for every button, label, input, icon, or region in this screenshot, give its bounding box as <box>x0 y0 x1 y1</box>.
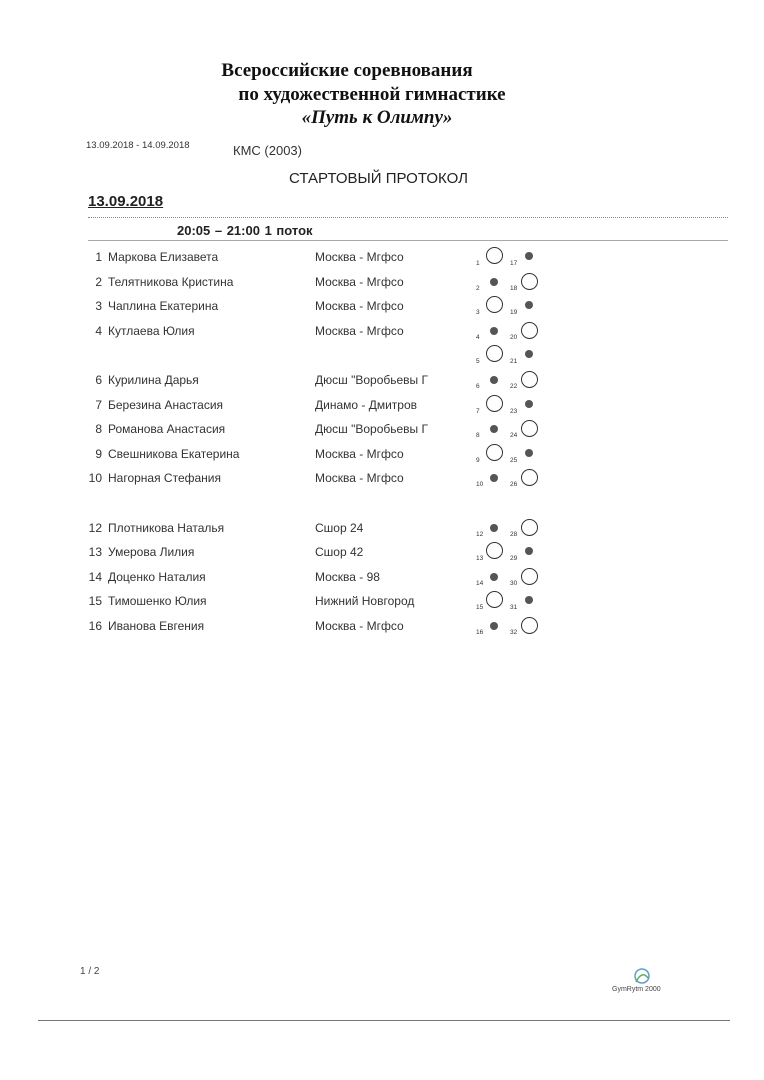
athlete-name: Телятникова Кристина <box>108 274 234 289</box>
start-number-first: 1 <box>476 260 480 267</box>
table-row <box>0 398 764 418</box>
athlete-number: 2 <box>95 274 102 289</box>
start-number-second: 17 <box>510 260 518 267</box>
title-line-3: «Путь к Олимпу» <box>301 107 453 128</box>
athlete-club: Москва - 98 <box>315 569 380 584</box>
athlete-name: Плотникова Наталья <box>108 520 225 535</box>
protocol-title: СТАРТОВЫЙ ПРОТОКОЛ <box>289 170 468 187</box>
athlete-name: Романова Анастасия <box>108 422 226 437</box>
filled-dot-marker <box>525 547 533 555</box>
filled-dot-marker <box>490 327 498 335</box>
start-number-first: 5 <box>476 358 480 366</box>
table-row <box>0 275 764 295</box>
start-number-first: 13 <box>476 555 484 563</box>
competition-day: 13.09.2018 <box>88 193 164 210</box>
start-number-second: 29 <box>510 555 518 563</box>
athlete-number: 10 <box>88 471 102 486</box>
table-row <box>0 324 764 344</box>
open-circle-marker <box>521 420 538 437</box>
open-circle-marker <box>521 322 538 339</box>
athlete-name: Маркова Елизавета <box>108 250 219 264</box>
athlete-number: 7 <box>95 397 102 412</box>
table-row <box>0 447 764 467</box>
start-number-first: 6 <box>476 383 480 390</box>
competition-dates: 13.09.2018 - 14.09.2018 <box>86 140 190 151</box>
open-circle-marker <box>486 542 503 559</box>
athlete-club: Дюсш "Воробьевы Г <box>315 422 429 437</box>
athlete-number: 6 <box>95 373 102 387</box>
open-circle-marker <box>486 296 503 313</box>
start-number-second: 32 <box>510 629 518 636</box>
athlete-name: Доценко Наталия <box>108 569 206 584</box>
filled-dot-marker <box>490 376 498 384</box>
athlete-club: Москва - Мгфсо <box>315 274 404 289</box>
athlete-number: 13 <box>88 545 102 560</box>
table-row <box>0 471 764 491</box>
open-circle-marker <box>486 444 503 461</box>
session-time: 20:05 – 21:00 1 поток <box>177 223 313 238</box>
table-row <box>0 422 764 442</box>
athlete-number: 14 <box>88 569 102 584</box>
table-row <box>0 545 764 565</box>
logo-text: GymRytm 2000 <box>612 986 661 993</box>
start-number-first: 14 <box>476 579 484 587</box>
athlete-club: Москва - Мгфсо <box>315 471 404 486</box>
athlete-name: Курилина Дарья <box>108 373 199 387</box>
athlete-name: Нагорная Стефания <box>108 471 222 486</box>
athlete-club: Нижний Новгород <box>315 594 415 609</box>
open-circle-marker <box>521 617 538 634</box>
athlete-number: 3 <box>95 299 102 314</box>
start-number-first: 3 <box>476 309 480 317</box>
start-number-second: 20 <box>510 333 518 341</box>
open-circle-marker <box>521 273 538 290</box>
start-number-second: 19 <box>510 309 518 317</box>
start-number-second: 18 <box>510 284 518 292</box>
athlete-number: 16 <box>88 619 102 633</box>
filled-dot-marker <box>525 400 533 408</box>
athlete-club: Москва - Мгфсо <box>315 323 404 338</box>
table-row <box>0 299 764 319</box>
athlete-name: Умерова Лилия <box>108 545 195 560</box>
athlete-number: 4 <box>95 323 102 338</box>
title-line-2: по художественной гимнастике <box>238 84 506 105</box>
start-number-second: 31 <box>510 604 518 612</box>
athlete-number: 12 <box>88 520 102 535</box>
start-number-second: 28 <box>510 530 518 538</box>
athlete-name: Кутлаева Юлия <box>108 323 195 338</box>
start-number-first: 9 <box>476 456 480 464</box>
athlete-name: Свешникова Екатерина <box>108 446 240 461</box>
athlete-club: Сшор 42 <box>315 545 364 560</box>
athlete-number: 1 <box>95 250 102 264</box>
filled-dot-marker <box>525 449 533 457</box>
open-circle-marker <box>486 247 503 264</box>
athlete-club: Сшор 24 <box>315 520 364 535</box>
category: КМС (2003) <box>233 143 302 158</box>
start-number-second: 26 <box>510 481 518 489</box>
filled-dot-marker <box>490 622 498 630</box>
start-number-first: 8 <box>476 432 480 440</box>
table-row <box>0 594 764 614</box>
table-row <box>0 373 764 393</box>
athlete-club: Москва - Мгфсо <box>315 446 404 461</box>
filled-dot-marker <box>490 425 498 433</box>
athlete-name: Березина Анастасия <box>108 397 224 412</box>
start-number-first: 16 <box>476 629 484 636</box>
table-row <box>0 348 764 368</box>
athlete-club: Дюсш "Воробьевы Г <box>315 373 429 387</box>
athlete-number: 9 <box>95 446 102 461</box>
filled-dot-marker <box>525 596 533 604</box>
start-number-first: 4 <box>476 333 480 341</box>
open-circle-marker <box>521 371 538 388</box>
athlete-number: 15 <box>88 594 102 609</box>
open-circle-marker <box>486 395 503 412</box>
table-row <box>0 570 764 590</box>
table-row <box>0 250 764 270</box>
athlete-name: Тимошенко Юлия <box>108 594 207 609</box>
athlete-club: Москва - Мгфсо <box>315 250 404 264</box>
athlete-name: Чаплина Екатерина <box>108 299 219 314</box>
athlete-club: Москва - Мгфсо <box>315 299 404 314</box>
divider <box>88 240 728 241</box>
table-row <box>0 496 764 516</box>
divider <box>88 217 728 218</box>
filled-dot-marker <box>490 278 498 286</box>
filled-dot-marker <box>525 252 533 260</box>
title-line-1: Всероссийские соревнования <box>221 60 473 81</box>
filled-dot-marker <box>525 350 533 358</box>
athlete-name: Иванова Евгения <box>108 619 205 633</box>
start-number-first: 10 <box>476 481 484 489</box>
start-number-second: 24 <box>510 432 518 440</box>
athlete-club: Москва - Мгфсо <box>315 619 404 633</box>
start-number-first: 7 <box>476 407 480 415</box>
open-circle-marker <box>521 469 538 486</box>
start-number-second: 23 <box>510 407 518 415</box>
open-circle-marker <box>521 568 538 585</box>
table-row <box>0 521 764 541</box>
athlete-number: 8 <box>95 422 102 437</box>
page-number: 1 / 2 <box>80 966 100 977</box>
start-number-first: 12 <box>476 530 484 538</box>
open-circle-marker <box>486 591 503 608</box>
open-circle-marker <box>486 345 503 362</box>
start-number-first: 2 <box>476 284 480 292</box>
filled-dot-marker <box>490 573 498 581</box>
filled-dot-marker <box>490 524 498 532</box>
start-number-second: 21 <box>510 358 518 366</box>
table-row <box>0 619 764 639</box>
filled-dot-marker <box>525 301 533 309</box>
start-number-first: 15 <box>476 604 484 612</box>
filled-dot-marker <box>490 474 498 482</box>
start-number-second: 25 <box>510 456 518 464</box>
footer-divider <box>38 1020 730 1021</box>
start-number-second: 30 <box>510 579 518 587</box>
start-number-second: 22 <box>510 383 518 390</box>
athlete-club: Динамо - Дмитров <box>315 397 418 412</box>
open-circle-marker <box>521 519 538 536</box>
